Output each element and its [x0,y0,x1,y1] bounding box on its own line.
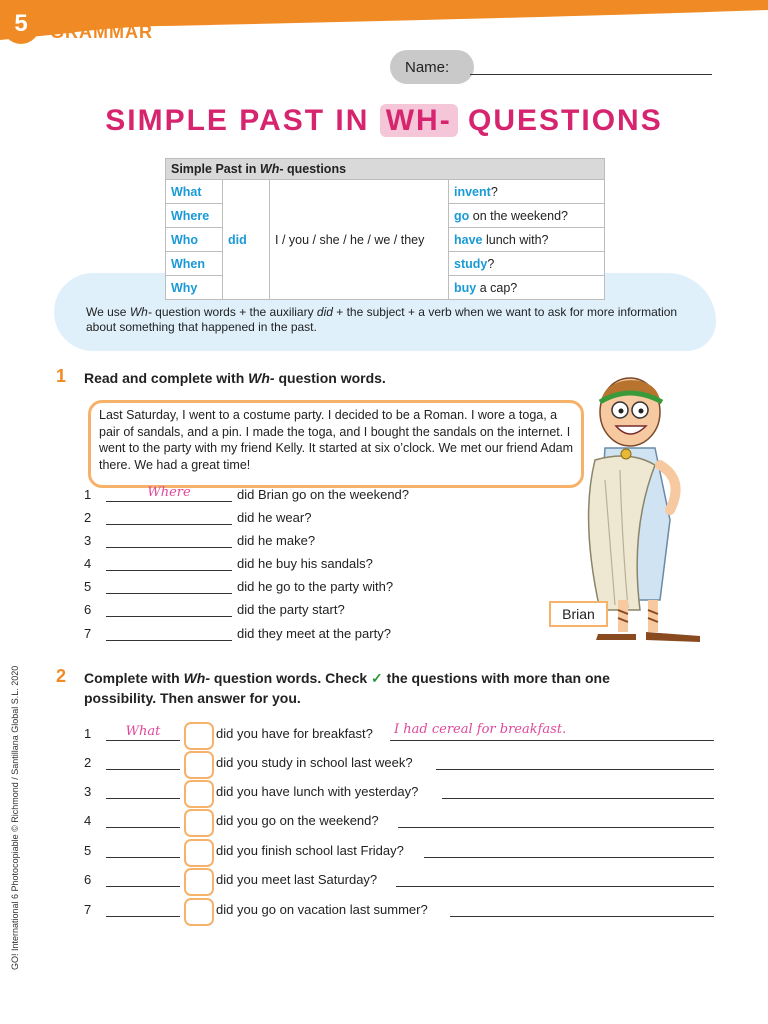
response-field[interactable] [398,827,714,828]
exercise-2-item: 1 What did you have for breakfast? I had cereal for breakfast. [84,722,714,746]
verb-cell: invent? [449,180,605,204]
response-field[interactable] [450,916,714,917]
wh-word: Who [166,228,223,252]
wh-word: What [166,180,223,204]
wh-word: Where [166,204,223,228]
exercise-1-item: 6 did the party start? [84,602,345,617]
title-highlight: WH- [380,104,458,137]
response-field[interactable] [442,798,714,799]
verb-cell: study? [449,252,605,276]
verb-cell: have lunch with? [449,228,605,252]
exercise-1-item: 4 did he buy his sandals? [84,556,373,571]
exercise-2-instruction: Complete with Wh- question words. Check ✓ the questions with more than one possibility. Then answer for you. [84,670,610,706]
unit-number-badge: 5 [2,6,40,44]
answer-blank[interactable]: Where [147,485,191,500]
check-box[interactable] [184,898,214,926]
check-box[interactable] [184,868,214,896]
check-mark-icon: ✓ [371,670,383,686]
exercise-2-item: 4 did you go on the weekend? [84,809,714,833]
subjects-cell: I / you / she / he / we / they [270,180,449,300]
exercise-1-number: 1 [56,366,67,386]
wh-word: Why [166,276,223,300]
exercise-1-item: 1 Where did Brian go on the weekend? [84,485,410,502]
verb-cell: buy a cap? [449,276,605,300]
grammar-table [165,158,605,300]
page-title [0,104,768,138]
character-name-label: Brian [549,601,608,627]
response-field[interactable] [396,886,714,887]
exercise-1-item: 3 did he make? [84,533,316,548]
check-box[interactable] [184,722,214,750]
name-field[interactable] [470,74,712,75]
exercise-2-item: 2 did you study in school last week? [84,751,714,775]
copyright-credit: GO! International 6 Photocopiable © Richmond / Santillana Global S.L. 2020 [10,665,20,970]
section-label: GRAMMAR [50,22,153,42]
check-box[interactable] [184,839,214,867]
wh-word: When [166,252,223,276]
exercise-2-number: 2 [56,666,67,686]
check-box[interactable] [184,780,214,808]
title-part1: SIMPLE PAST IN [105,104,380,137]
response-field[interactable]: I had cereal for breakfast. [394,722,567,737]
exercise-1-item: 5 did he go to the party with? [84,579,394,594]
check-box[interactable] [184,751,214,779]
response-field[interactable] [424,857,714,858]
grammar-table-header: Simple Past in Wh- questions [166,159,605,180]
name-label: Name: [405,59,450,76]
verb-cell: go on the weekend? [449,204,605,228]
title-part2: QUESTIONS [457,104,663,137]
exercise-2-item: 3 did you have lunch with yesterday? [84,780,714,804]
exercise-1-item: 2 did he wear? [84,510,312,525]
exercise-2-item: 7 did you go on vacation last summer? [84,898,714,922]
exercise-1-instruction: Read and complete with Wh- question words. [84,370,386,386]
check-box[interactable] [184,809,214,837]
auxiliary-did: did [223,180,270,300]
answer-blank[interactable]: What [125,724,161,739]
story-box: Last Saturday, I went to a costume party. I decided to be a Roman. I wore a toga, a pair of sandals, and a pin. I made the toga, and I bought the sandals on the internet. I went to the party with my friend Kelly. It started at six o’clock. We met our friend Adam there. We had a great time! [88,400,584,488]
exercise-2-item: 6 did you meet last Saturday? [84,868,714,892]
exercise-1-item: 7 did they meet at the party? [84,626,391,641]
exercise-2-item: 5 did you finish school last Friday? [84,839,714,863]
info-text: We use Wh- question words + the auxiliary did + the subject + a verb when we want to ask for more information about something that happened in the past. [86,305,678,334]
response-field[interactable] [436,769,714,770]
